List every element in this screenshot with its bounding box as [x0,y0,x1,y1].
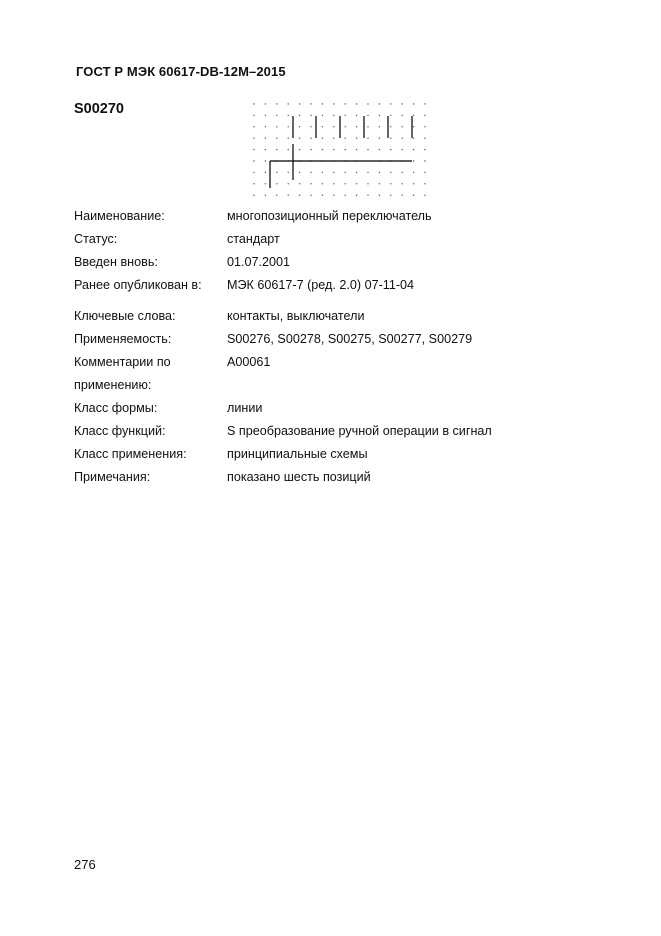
property-row-notes [74,466,492,489]
grid-dot [367,195,368,196]
grid-dot [253,115,254,116]
property-label: Класс функций: [74,424,166,438]
grid-dot [367,183,368,184]
grid-dot [356,115,357,116]
grid-dot [322,103,323,104]
grid-dot [390,103,391,104]
grid-dot [379,149,380,150]
grid-dot [310,115,311,116]
property-value: многопозиционный переключатель [227,209,432,223]
grid-dot [299,103,300,104]
grid-dot [356,172,357,173]
property-row-application-comments [74,351,492,374]
grid-dot [310,149,311,150]
grid-dot [299,183,300,184]
property-value: контакты, выключатели [227,309,365,323]
property-value: S00276, S00278, S00275, S00277, S00279 [227,332,473,346]
grid-dot [333,195,334,196]
property-row-name [74,205,492,228]
grid-dot [379,172,380,173]
grid-dot [379,138,380,139]
grid-dot [424,115,425,116]
grid-dot [345,103,346,104]
grid-dot [345,149,346,150]
grid-dot [390,149,391,150]
grid-dot [253,183,254,184]
grid-dot [253,126,254,127]
grid-dot [333,103,334,104]
grid-dot [265,160,266,161]
grid-dot [333,149,334,150]
grid-dot [424,138,425,139]
grid-dot [356,149,357,150]
grid-dot [322,115,323,116]
grid-dot [253,149,254,150]
grid-dot [402,126,403,127]
grid-dot [413,149,414,150]
grid-dot [379,103,380,104]
property-value: S преобразование ручной операции в сигнал [227,424,492,438]
grid-dot [402,115,403,116]
grid-dot [288,195,289,196]
grid-dot [413,103,414,104]
grid-dot [413,138,414,139]
property-value: линии [227,401,263,415]
grid-dot [276,149,277,150]
grid-dot [299,115,300,116]
grid-dot [322,126,323,127]
grid-dot [299,172,300,173]
property-label: Комментарии по [74,355,171,369]
grid-dot [402,172,403,173]
grid-dot [413,172,414,173]
grid-dot [424,149,425,150]
grid-dot [322,172,323,173]
grid-dot [390,195,391,196]
property-row-application-class [74,443,492,466]
grid-dot [345,126,346,127]
grid-dot [390,172,391,173]
grid-dot [424,126,425,127]
grid-dot [379,195,380,196]
property-row-function-class [74,420,492,443]
property-label: Статус: [74,232,118,246]
property-value: стандарт [227,232,280,246]
grid-dot [253,138,254,139]
grid-dot [379,126,380,127]
property-row-application-comments-cont [74,374,492,397]
grid-dot [322,183,323,184]
grid-dot [265,183,266,184]
grid-dot [356,138,357,139]
properties-table [74,205,492,489]
grid-dot [322,195,323,196]
grid-dot [356,126,357,127]
property-value: принципиальные схемы [227,447,368,461]
grid-dot [310,126,311,127]
grid-dot [288,115,289,116]
grid-dot [333,183,334,184]
grid-dot [413,160,414,161]
property-value: A00061 [227,355,271,369]
grid-dot [299,126,300,127]
grid-dot [345,183,346,184]
property-label: Примечания: [74,470,151,484]
grid-dot [367,149,368,150]
grid-dot [333,115,334,116]
grid-dot [265,115,266,116]
grid-dot [367,172,368,173]
property-label: применению: [74,378,152,392]
grid-dot [390,115,391,116]
property-value: 01.07.2001 [227,255,291,269]
grid-dot [413,195,414,196]
grid-dot [276,183,277,184]
grid-dot [265,138,266,139]
grid-dot [424,172,425,173]
grid-dot [310,172,311,173]
grid-dot [276,103,277,104]
property-label: Класс формы: [74,401,158,415]
property-label: Применяемость: [74,332,172,346]
grid-dot [424,160,425,161]
grid-dot [265,149,266,150]
grid-dot [413,126,414,127]
grid-dot [424,183,425,184]
grid-dot [390,138,391,139]
grid-dot [288,183,289,184]
grid-dot [333,138,334,139]
grid-dot [356,183,357,184]
grid-dot [299,195,300,196]
property-label: Ранее опубликован в: [74,278,202,292]
grid-dot [322,138,323,139]
grid-dot [367,126,368,127]
grid-dot [367,115,368,116]
grid-dot [253,195,254,196]
grid-dot [379,115,380,116]
grid-dot [265,126,266,127]
grid-dot [345,195,346,196]
grid-dot [288,149,289,150]
grid-dot [413,183,414,184]
grid-dot [402,195,403,196]
grid-dot [276,195,277,196]
property-row-introduced [74,251,492,274]
grid-dot [390,183,391,184]
grid-dot [356,195,357,196]
symbol-code: S00270 [74,101,124,117]
grid-dot [402,149,403,150]
property-value: показано шесть позиций [227,470,371,484]
grid-dot [288,126,289,127]
grid-dot [379,183,380,184]
grid-dot [276,126,277,127]
property-row-applicability [74,328,492,351]
grid-dot [276,115,277,116]
property-label: Наименование: [74,209,165,223]
grid-dot [288,103,289,104]
grid-dot [253,160,254,161]
grid-dot [310,195,311,196]
grid-dot [367,138,368,139]
grid-dot [310,138,311,139]
group-spacer [74,297,492,305]
multi-position-switch-symbol-icon [248,96,430,200]
property-label: Класс применения: [74,447,187,461]
grid-dot [402,138,403,139]
grid-dot [288,172,289,173]
property-label: Введен вновь: [74,255,158,269]
grid-dot [402,183,403,184]
property-value: МЭК 60617-7 (ред. 2.0) 07-11-04 [227,278,415,292]
property-row-shape-class [74,397,492,420]
grid-dot [424,195,425,196]
grid-dot [299,149,300,150]
grid-dot [265,195,266,196]
grid-dot [367,103,368,104]
grid-dot [356,103,357,104]
grid-dot [253,103,254,104]
grid-dot [299,138,300,139]
grid-dot [310,183,311,184]
grid-dot [253,172,254,173]
grid-dot [276,138,277,139]
grid-dot [276,172,277,173]
grid-dot [345,172,346,173]
grid-dot [424,103,425,104]
property-label: Ключевые слова: [74,309,176,323]
grid-dot [265,172,266,173]
grid-dot [345,115,346,116]
grid-dot [333,172,334,173]
grid-dot [390,126,391,127]
grid-dot [345,138,346,139]
grid-dot [310,103,311,104]
standard-header: ГОСТ Р МЭК 60617-DB-12M–2015 [76,64,286,79]
property-row-keywords [74,305,492,328]
grid-dot [265,103,266,104]
property-row-status [74,228,492,251]
grid-dot [288,138,289,139]
grid-dot [402,103,403,104]
property-row-previously-published [74,274,492,297]
grid-dot [413,115,414,116]
page-number: 276 [74,857,96,872]
grid-dot [333,126,334,127]
grid-dot [322,149,323,150]
